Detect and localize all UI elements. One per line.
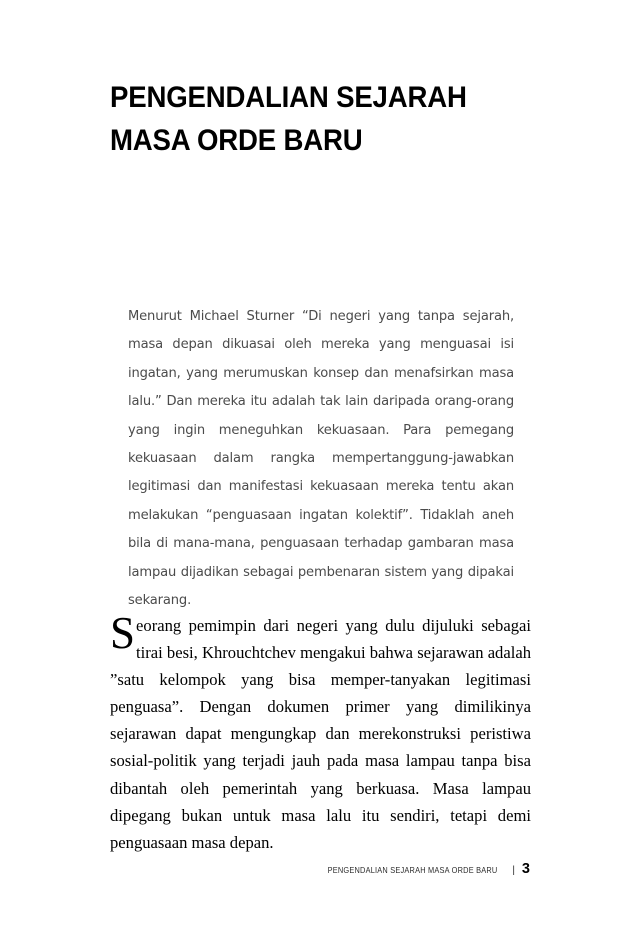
body-paragraph [110, 608, 531, 856]
chapter-title [110, 76, 550, 162]
page-number: 3 [521, 861, 530, 877]
body-paragraph-block [110, 608, 531, 856]
chapter-title-line-1: PENGENDALIAN SEJARAH [110, 81, 467, 114]
drop-cap: S [110, 608, 136, 658]
body-paragraph-text: eorang pemimpin dari negeri yang dulu dijuluki sebagai tirai besi, Khrouchtchev mengakui bahwa sejarawan adalah ”satu kelompok yang bisa memper-tanyakan legitimasi penguasa”. Dengan dokumen primer yang dimilikinya sejarawan dapat mengungkap dan merekonstruksi peristiwa sosial-politik yang terjadi jauh pada masa lampau tanpa bisa dibantah oleh pemerintah yang berkuasa. Masa lampau dipegang bukan untuk masa lalu itu sendiri, tetapi demi penguasaan masa depan. [110, 616, 531, 852]
chapter-title-line-2: MASA ORDE BARU [110, 124, 363, 157]
epigraph-text: Menurut Michael Sturner “Di negeri yang tanpa sejarah, masa depan dikuasai oleh mereka yang menguasai isi ingatan, yang merumuskan konsep dan menafsirkan masa lalu.” Dan mereka itu adalah tak lain daripada orang-orang yang ingin meneguhkan kekuasaan. Para pemegang kekuasaan dalam rangka mempertanggung-jawabkan legitimasi dan manifestasi kekuasaan mereka tentu akan melakukan “penguasaan ingatan kolektif”. Tidaklah aneh bila di mana-mana, penguasaan terhadap gambaran masa lampau dijadikan sebagai pembenaran sistem yang dipakai sekarang. [128, 309, 514, 609]
page-footer [316, 861, 530, 877]
epigraph-block [128, 303, 514, 615]
footer-separator: | [512, 865, 515, 876]
running-head: PENGENDALIAN SEJARAH MASA ORDE BARU [327, 865, 498, 875]
